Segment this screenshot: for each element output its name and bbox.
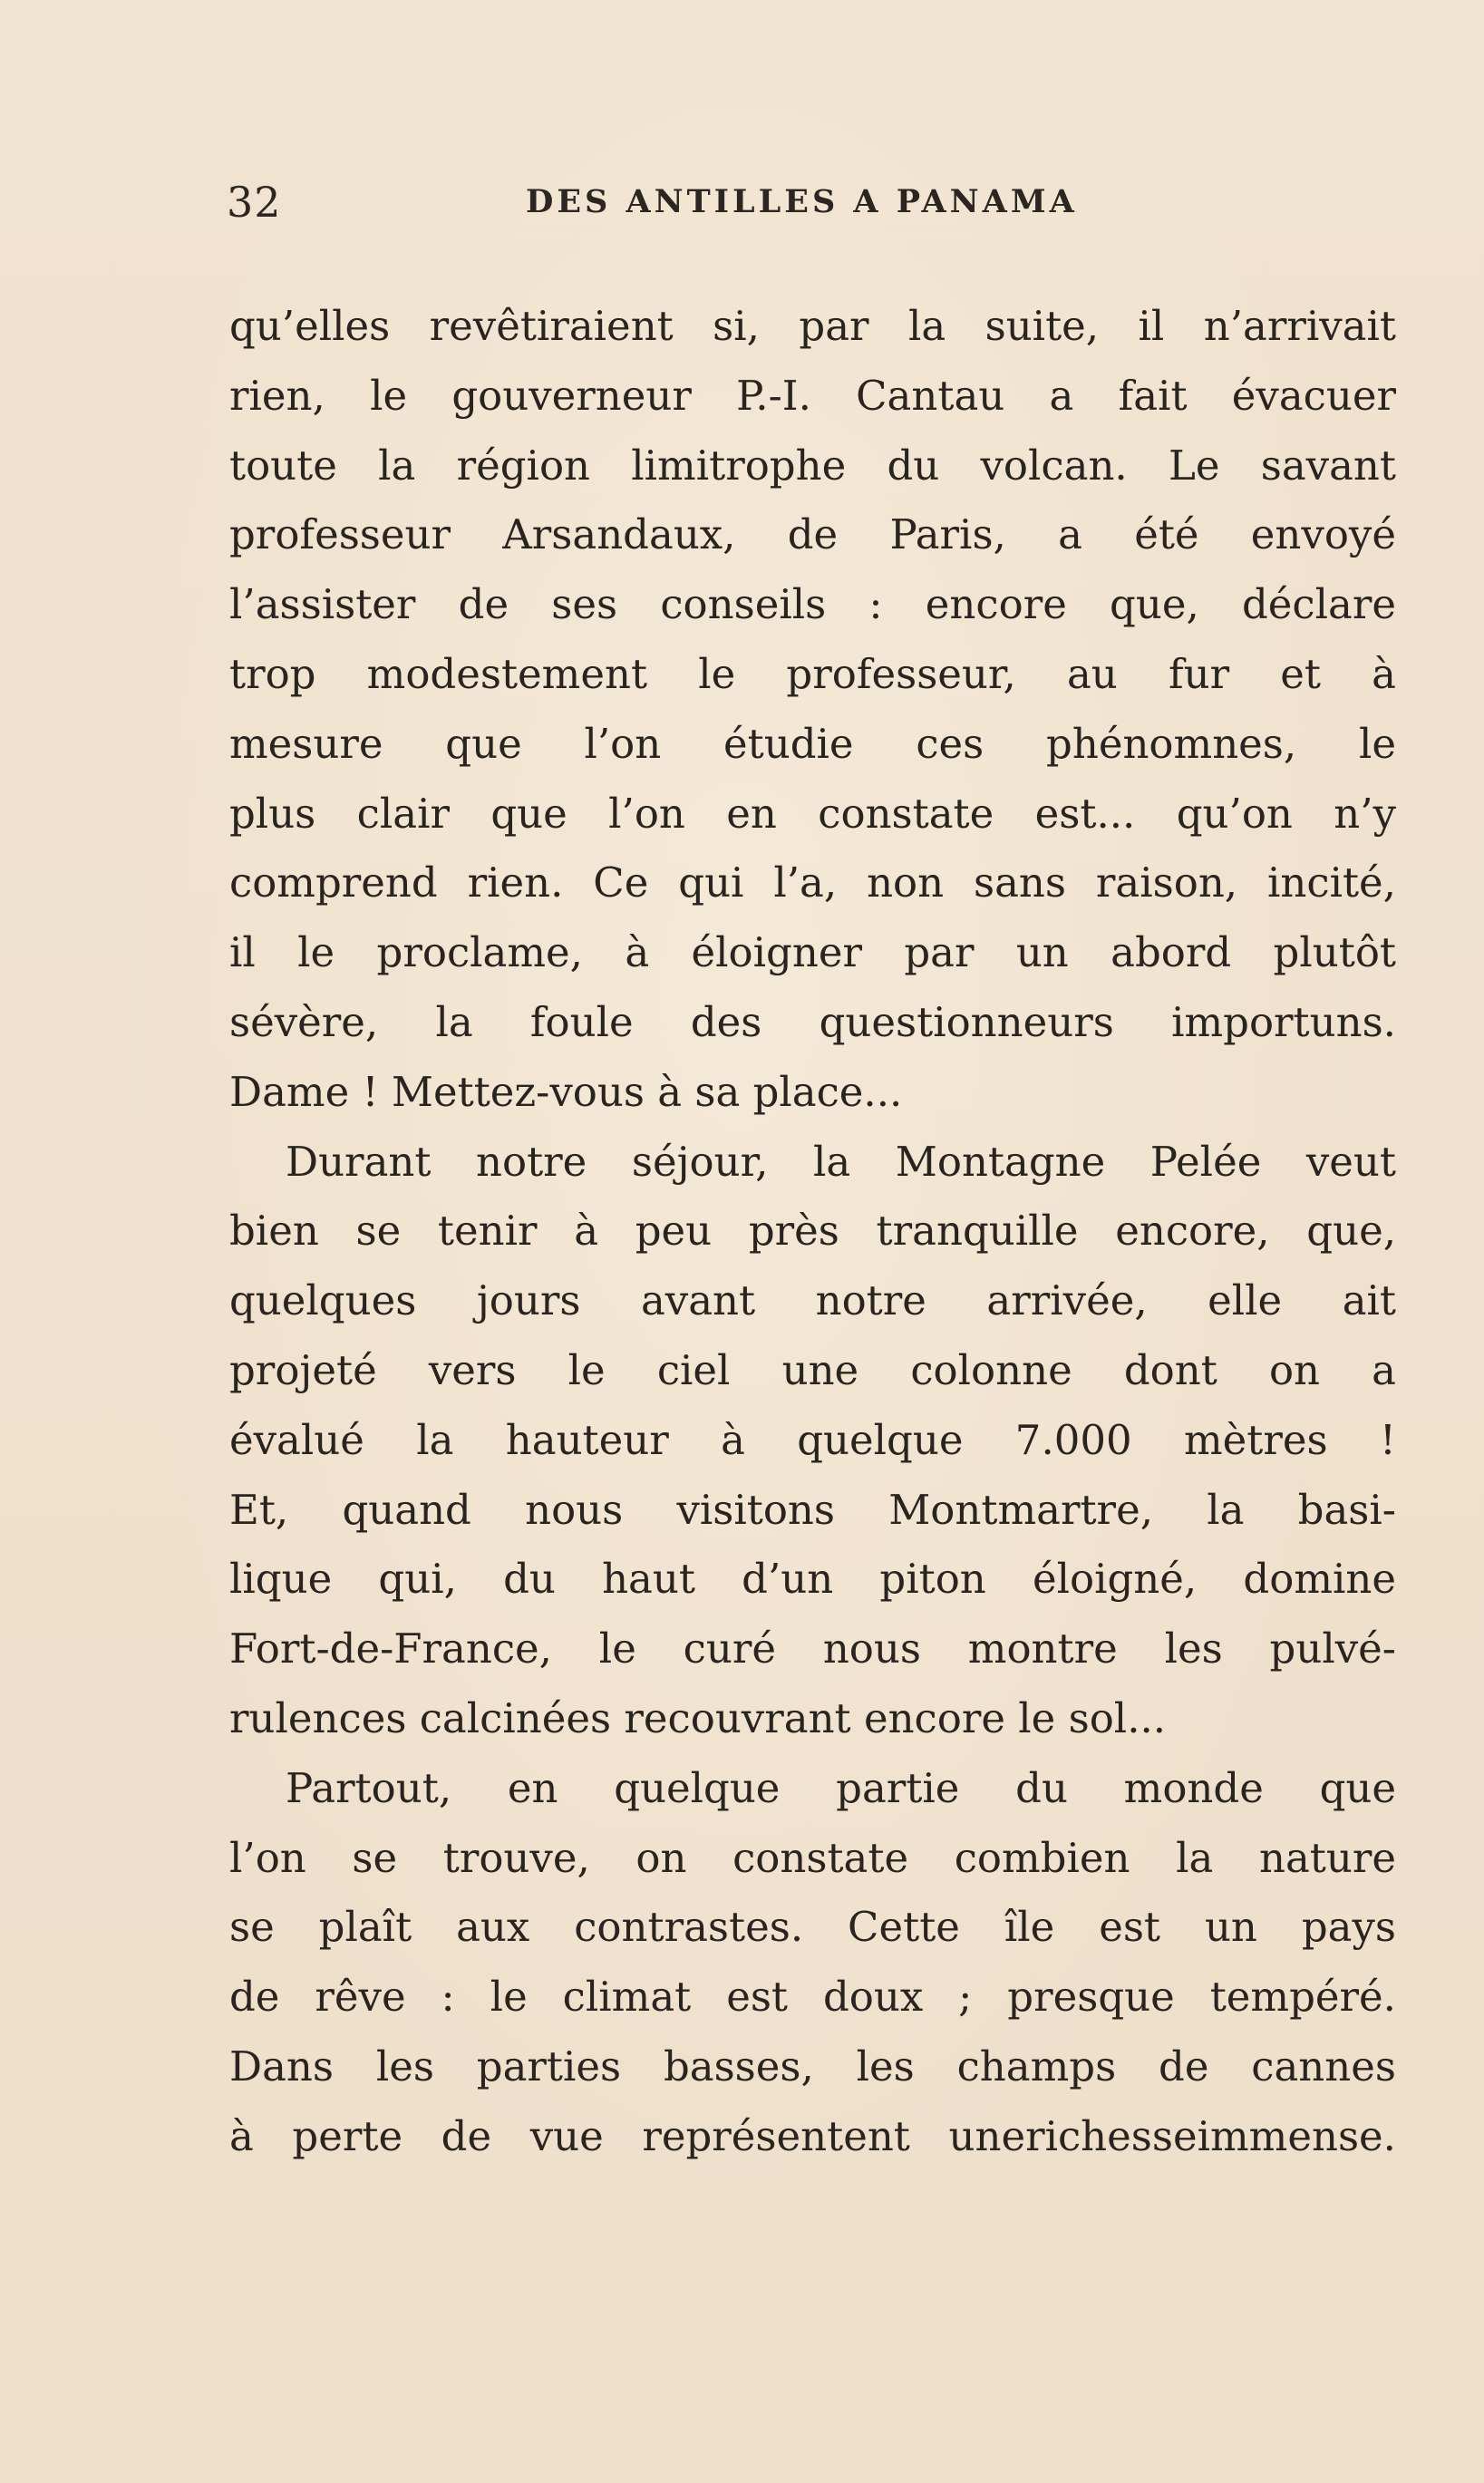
text-line: qu’elles revêtiraient si, par la suite, il n’arrivait [229, 302, 1396, 350]
text-line: rien, le gouverneur P.-I. Cantau a fait évacuer [229, 371, 1396, 420]
running-title: DES ANTILLES A PANAMA [526, 183, 1078, 220]
text-line: l’on se trouve, on constate combien la nature [229, 1833, 1396, 1882]
text-line: Et, quand nous visitons Montmartre, la basi- [229, 1485, 1396, 1534]
body-text [229, 292, 1396, 2172]
text-line: bien se tenir à peu près tranquille encore, que, [229, 1207, 1396, 1256]
text-line: se plaît aux contrastes. Cette île est un pays [229, 1903, 1396, 1952]
text-line: quelques jours avant notre arrivée, elle ait [229, 1276, 1396, 1325]
text-line: comprend rien. Ce qui l’a, non sans raison, incité, [229, 858, 1396, 907]
text-line: plus clair que l’on en constate est... qu’on n’y [229, 789, 1396, 838]
text-line: Fort-de-France, le curé nous montre les pulvé- [229, 1625, 1396, 1673]
page-number: 32 [227, 178, 282, 227]
text-line: Dans les parties basses, les champs de cannes [229, 2042, 1396, 2090]
text-line: Dame ! Mettez-vous à sa place... [229, 1067, 903, 1116]
text-line: projeté vers le ciel une colonne dont on a [229, 1345, 1396, 1394]
text-line: il le proclame, à éloigner par un abord plutôt [229, 928, 1396, 977]
page-header [227, 178, 1396, 232]
text-line: toute la région limitrophe du volcan. Le savant [229, 441, 1396, 490]
text-line: lique qui, du haut d’un piton éloigné, domine [229, 1555, 1396, 1604]
text-line: rulences calcinées recouvrant encore le sol... [229, 1693, 1167, 1742]
text-line: Partout, en quelque partie du monde que [286, 1763, 1396, 1812]
text-line: l’assister de ses conseils : encore que, déclare [229, 580, 1396, 629]
text-line: mesure que l’on étudie ces phénomnes, le [229, 719, 1396, 768]
text-line: trop modestement le professeur, au fur et à [229, 649, 1396, 698]
text-line: à perte de vue représentent unerichesseimmense. [229, 2111, 1396, 2160]
text-line: Durant notre séjour, la Montagne Pelée veut [286, 1137, 1396, 1186]
text-line: de rêve : le climat est doux ; presque tempéré. [229, 1973, 1396, 2022]
text-line: sévère, la foule des questionneurs importuns. [229, 997, 1396, 1046]
text-line: évalué la hauteur à quelque 7.000 mètres ! [229, 1415, 1396, 1464]
text-line: professeur Arsandaux, de Paris, a été envoyé [229, 510, 1396, 559]
